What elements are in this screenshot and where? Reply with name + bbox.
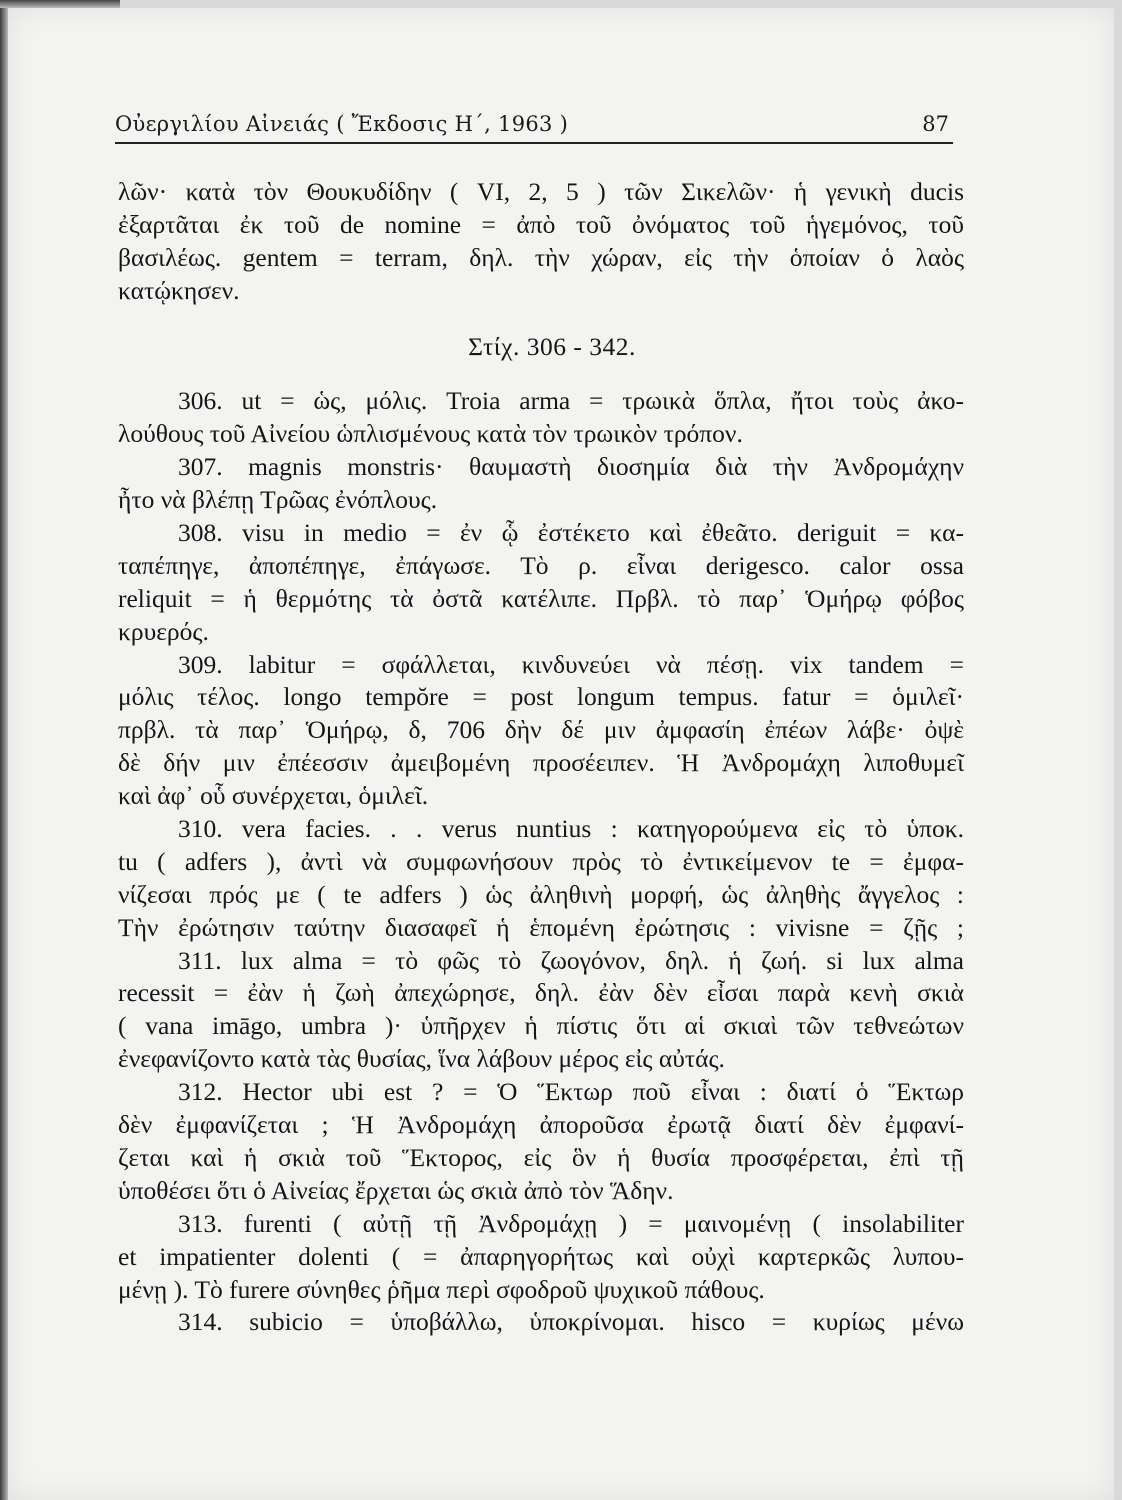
text-line: ἦτο νὰ βλέπῃ Τρῶας ἐνόπλους. bbox=[118, 485, 438, 515]
running-header bbox=[115, 110, 953, 144]
text-line: ἐξαρτᾶται ἐκ τοῦ de nomine = ἀπὸ τοῦ ὀνόματος τοῦ ἡγεμόνος, τοῦ bbox=[118, 209, 964, 239]
text-line: 307. magnis monstris· θαυμαστὴ διοσημία διὰ τὴν Ἀνδρομάχην bbox=[178, 452, 964, 482]
text-line: δὲ δήν μιν ἐπέεσσιν ἀμειβομένη προσέειπεν. Ἡ Ἀνδρομάχη λιποθυμεῖ bbox=[118, 748, 964, 778]
text-line: 311. lux alma = τὸ φῶς τὸ ζωογόνον, δηλ. ἡ ζωή. si lux alma bbox=[178, 945, 964, 975]
text-line: 314. subicio = ὑποβάλλω, ὑποκρίνομαι. hisco = κυρίως μένω bbox=[178, 1307, 964, 1337]
text-line: tu ( adfers ), ἀντὶ νὰ συμφωνήσουν πρὸς τὸ ἐντικείμενον te = ἐμφα- bbox=[118, 846, 964, 876]
text-line: 310. vera facies. . . verus nuntius : κατηγορούμενα εἰς τὸ ὑποκ. bbox=[178, 814, 964, 844]
scan-top-edge bbox=[0, 0, 120, 8]
header-title: Οὐεργιλίου Αἰνειάς ( Ἔκδοσις Η΄, 1963 ) bbox=[115, 112, 569, 136]
page-number: 87 bbox=[922, 112, 949, 136]
text-line: πρβλ. τὰ παρ᾽ Ὁμήρῳ, δ, 706 δὴν δέ μιν ἀμφασίη ἐπέων λάβε· ὀψὲ bbox=[118, 715, 964, 745]
text-line: et impatienter dolenti ( = ἀπαρηγορήτως καὶ οὐχὶ καρτερκῶς λυπου- bbox=[118, 1241, 964, 1271]
intro-paragraph bbox=[118, 176, 964, 308]
text-line: κρυερός. bbox=[118, 616, 209, 646]
text-line: reliquit = ἡ θερμότης τὰ ὀστᾶ κατέλιπε. Πρβλ. τὸ παρ᾽ Ὁμήρῳ φόβος bbox=[118, 583, 964, 613]
text-line: 313. furenti ( αὐτῇ τῇ Ἀνδρομάχῃ ) = μαινομένῃ ( insolabiliter bbox=[178, 1208, 964, 1238]
text-line: ζεται καὶ ἡ σκιὰ τοῦ Ἕκτορος, εἰς ὃν ἡ θυσία προσφέρεται, ἐπὶ τῇ bbox=[118, 1142, 964, 1172]
commentary-lines bbox=[118, 385, 964, 1339]
text-line: ταπέπηγε, ἀποπέπηγε, ἐπάγωσε. Τὸ ρ. εἶναι derigesco. calor ossa bbox=[118, 550, 964, 580]
text-line: μόλις τέλος. longo tempŏre = post longum tempus. fatur = ὁμιλεῖ· bbox=[118, 682, 964, 712]
text-line: μένῃ ). Τὸ furere σύνηθες ῥῆμα περὶ σφοδροῦ ψυχικοῦ πάθους. bbox=[118, 1274, 765, 1304]
text-line: καὶ ἀφ᾽ οὗ συνέρχεται, ὁμιλεῖ. bbox=[118, 781, 429, 811]
text-line: ὑποθέσει ὅτι ὁ Αἰνείας ἔρχεται ὡς σκιὰ ἀπὸ τὸν Ἅδην. bbox=[118, 1175, 674, 1205]
text-line: 306. ut = ὡς, μόλις. Troia arma = τρωικὰ ὅπλα, ἤτοι τοὺς ἀκο- bbox=[178, 386, 964, 416]
text-line: Τὴν ἐρώτησιν ταύτην διασαφεῖ ἡ ἑπομένη ἐρώτησις : vivisne = ζῇς ; bbox=[118, 912, 964, 942]
page-body bbox=[118, 176, 964, 1339]
text-line: κατῴκησεν. bbox=[118, 275, 240, 305]
text-line: ἐνεφανίζοντο κατὰ τὰς θυσίας, ἵνα λάβουν μέρος εἰς αὐτάς. bbox=[118, 1044, 725, 1074]
text-line: βασιλέως. gentem = terram, δηλ. τὴν χώραν, εἰς τὴν ὁποίαν ὁ λαὸς bbox=[118, 242, 964, 272]
text-line: λῶν· κατὰ τὸν Θουκυδίδην ( VI, 2, 5 ) τῶν Σικελῶν· ἡ γενικὴ ducis bbox=[118, 177, 964, 206]
text-line: recessit = ἐὰν ἡ ζωὴ ἀπεχώρησε, δηλ. ἐὰν δὲν εἶσαι παρὰ κενὴ σκιὰ bbox=[118, 978, 964, 1008]
text-line: νίζεσαι πρός με ( te adfers ) ὡς ἀληθινὴ μορφή, ὡς ἀληθὴς ἄγγελος : bbox=[118, 879, 964, 909]
text-line: δὲν ἐμφανίζεται ; Ἡ Ἀνδρομάχη ἀποροῦσα ἐρωτᾷ διατί δὲν ἐμφανί- bbox=[118, 1110, 964, 1140]
text-line: 309. labitur = σφάλλεται, κινδυνεύει νὰ πέσῃ. vix tandem = bbox=[178, 649, 964, 679]
text-line: ( vana imāgo, umbra )· ὑπῆρχεν ἡ πίστις ὅτι αἱ σκιαὶ τῶν τεθνεώτων bbox=[118, 1011, 964, 1041]
text-line: 308. visu in medio = ἐν ᾧ ἐστέκετο καὶ ἐθεᾶτο. deriguit = κα- bbox=[178, 518, 964, 548]
text-line: λούθους τοῦ Αἰνείου ὡπλισμένους κατὰ τὸν τρωικὸν τρόπον. bbox=[118, 419, 743, 449]
text-line: 312. Hector ubi est ? = Ὁ Ἕκτωρ ποῦ εἶναι : διατί ὁ Ἕκτωρ bbox=[178, 1077, 964, 1107]
section-title: Στίχ. 306 - 342. bbox=[468, 331, 636, 361]
